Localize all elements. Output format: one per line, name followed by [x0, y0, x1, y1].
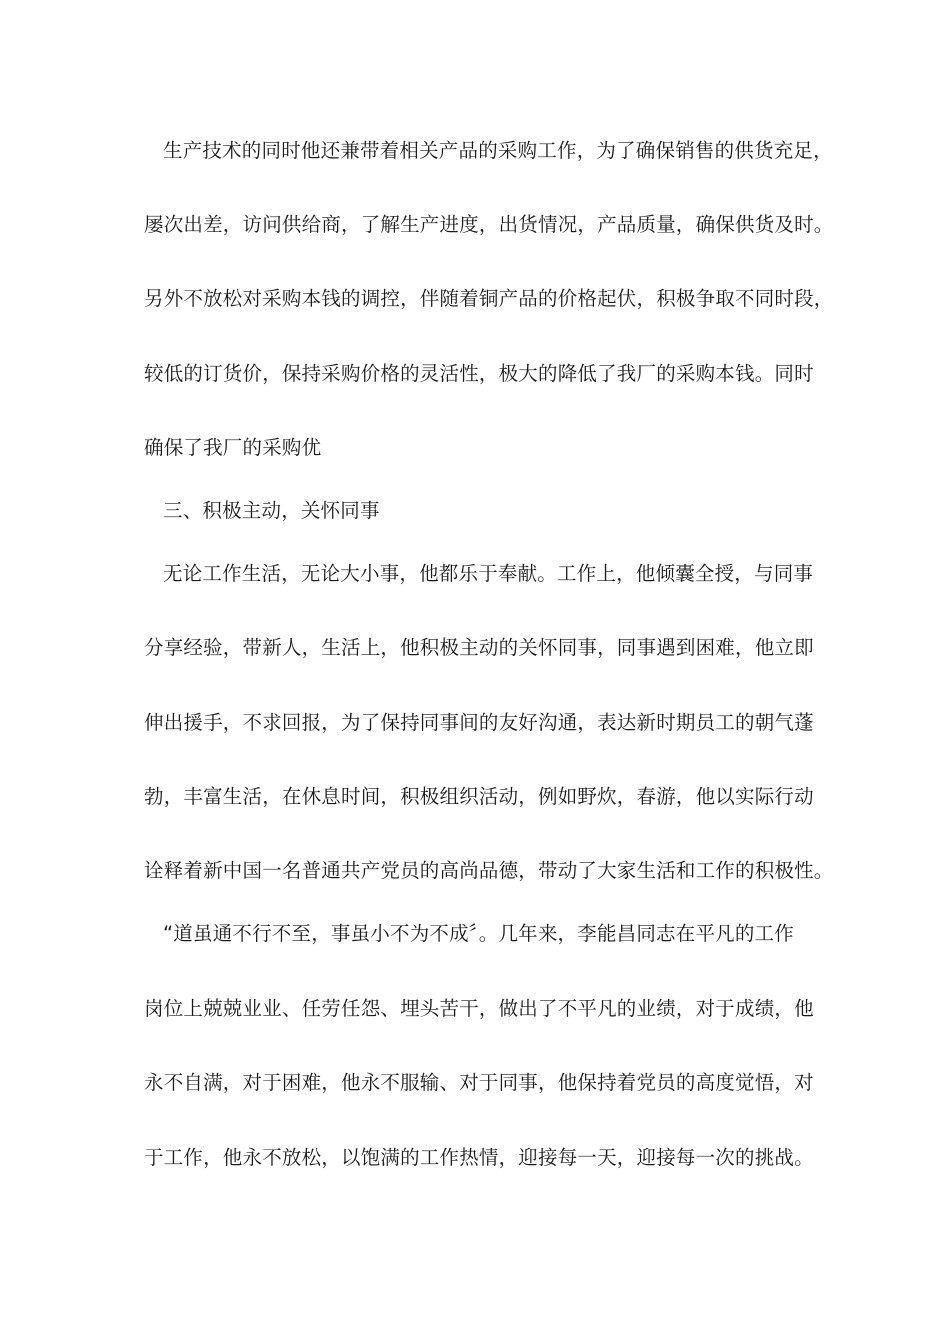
paragraph-line: 岗位上兢兢业业、任劳任怨、埋头苦干，做出了不平凡的业绩，对于成绩，他: [144, 997, 814, 1020]
paragraph-line: 于工作，他永不放松，以饱满的工作热情，迎接每一天，迎接每一次的挑战。: [144, 1146, 814, 1169]
paragraph-line: “道虽通不行不至，事虽小不为不成〞。几年来，李能昌同志在平凡的工作: [163, 922, 794, 945]
paragraph-line: 另外不放松对采购本钱的调控，伴随着铜产品的价格起伏，积极争取不同时段，: [144, 287, 834, 310]
paragraph-line: 永不自满，对于困难，他永不服输、对于同事，他保持着党员的高度觉悟，对: [144, 1071, 814, 1094]
paragraph-line: 勃，丰富生活，在休息时间，积极组织活动，例如野炊，春游，他以实际行动: [144, 785, 814, 808]
paragraph-line: 无论工作生活，无论大小事，他都乐于奉献。工作上，他倾囊全授，与同事: [163, 562, 814, 585]
paragraph-line: 生产技术的同时他还兼带着相关产品的采购工作，为了确保销售的供货充足，: [163, 139, 833, 162]
section-heading: 三、积极主动，关怀同事: [163, 499, 380, 522]
paragraph-line: 较低的订货价，保持采购价格的灵活性，极大的降低了我厂的采购本钱。同时: [144, 362, 814, 385]
paragraph-line: 伸出援手，不求回报，为了保持同事间的友好沟通，表达新时期员工的朝气蓬: [144, 711, 814, 734]
paragraph-line: 诠释着新中国一名普通共产党员的高尚品德，带动了大家生活和工作的积极性。: [144, 859, 834, 882]
paragraph-line: 确保了我厂的采购优: [144, 436, 322, 459]
paragraph-line: 分享经验，带新人，生活上，他积极主动的关怀同事，同事遇到困难，他立即: [144, 636, 814, 659]
paragraph-line: 屡次出差，访问供给商，了解生产进度，出货情况，产品质量，确保供货及时。: [144, 213, 834, 236]
